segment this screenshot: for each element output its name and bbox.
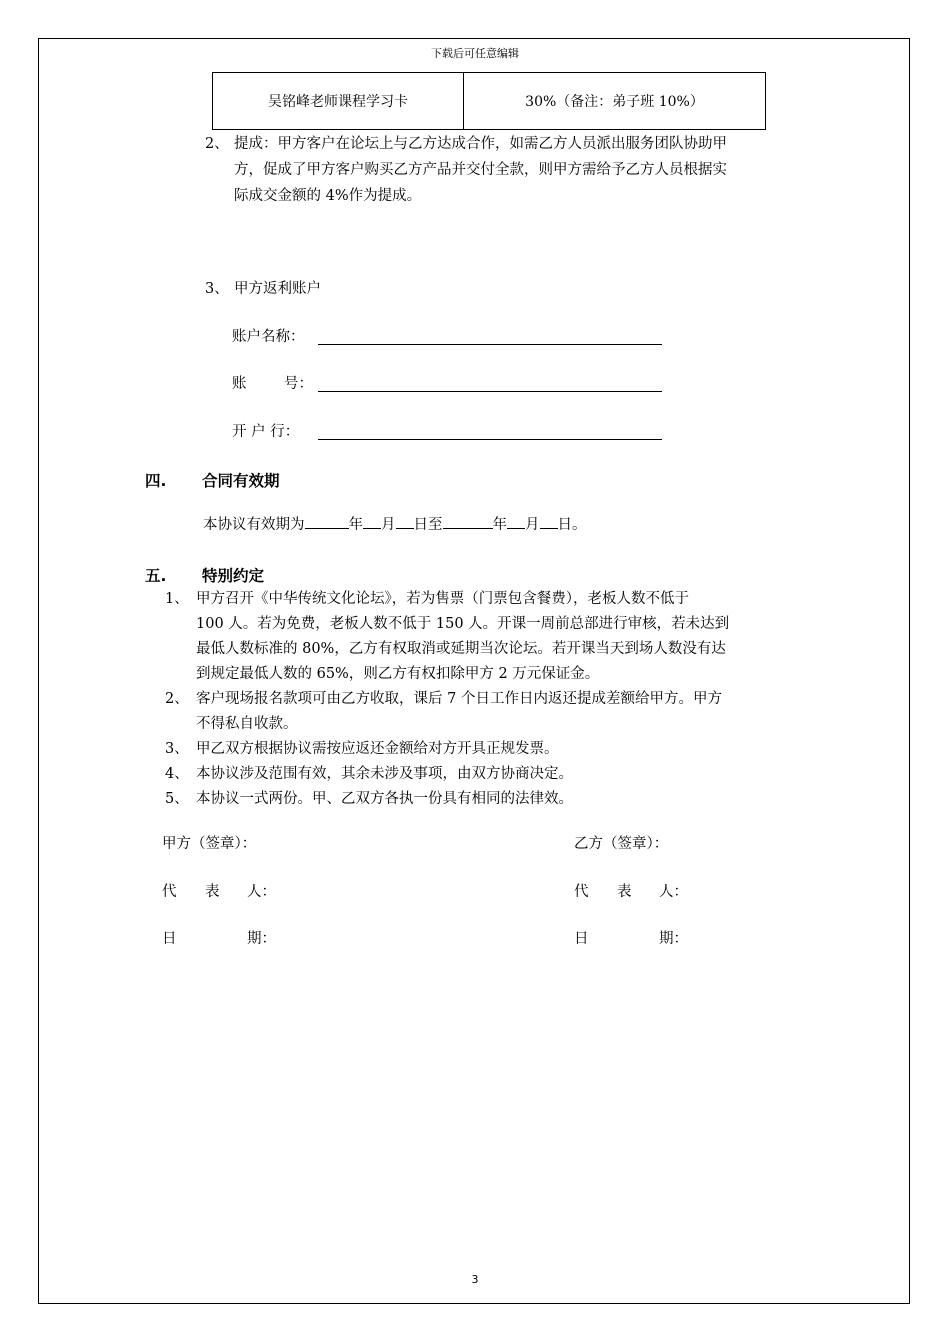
- clause1-line-2: 100 人。若为免费，老板人数不低于 150 人。开课一周前总部进行审核，若未达到: [196, 616, 730, 632]
- account-name-label: 账户名称：: [232, 329, 305, 345]
- table-row: [213, 73, 766, 130]
- party-b-date-2: 期：: [659, 931, 688, 947]
- clause1-line-1: 甲方召开《中华传统文化论坛》，若为售票（门票包含餐费），老板人数不低于: [196, 591, 689, 607]
- validity-day-to: 日至: [413, 517, 443, 533]
- clause5-line-1: 本协议一式两份。甲、乙双方各执一份具有相同的法律效。: [196, 791, 573, 807]
- clause4-number: 4、: [165, 766, 189, 782]
- clause3-number: 3、: [165, 741, 189, 757]
- start-month-blank[interactable]: [363, 514, 381, 529]
- account-name-line[interactable]: [318, 344, 662, 345]
- clause4-line-1: 本协议涉及范围有效，其余未涉及事项，由双方协商决定。: [196, 766, 573, 782]
- item2-line-3: 际成交金额的 4%作为提成。: [234, 188, 422, 204]
- account-number-label-b: 号：: [284, 376, 313, 392]
- end-year-blank[interactable]: [443, 514, 493, 529]
- validity-prefix: 本协议有效期为: [203, 517, 305, 533]
- start-year-blank[interactable]: [305, 514, 349, 529]
- party-b-date-1: 日: [574, 931, 589, 947]
- clause3-line-1: 甲乙双方根据协议需按应返还金额给对方开具正规发票。: [196, 741, 559, 757]
- page-number: 3: [471, 1273, 479, 1286]
- party-b-rep-3: 人：: [659, 884, 688, 900]
- section4-title: 合同有效期: [202, 472, 280, 490]
- party-a-date-1: 日: [162, 931, 177, 947]
- item3-title: 甲方返利账户: [234, 281, 321, 297]
- validity-day-end: 日。: [557, 517, 587, 533]
- end-day-blank[interactable]: [540, 514, 558, 529]
- clause5-number: 5、: [165, 791, 189, 807]
- table-cell-product: 吴铭峰老师课程学习卡: [213, 73, 464, 130]
- item3-number: 3、: [205, 281, 229, 297]
- account-number-label-a: 账: [232, 376, 247, 392]
- account-number-line[interactable]: [318, 391, 662, 392]
- party-a-rep-2: 表: [205, 884, 220, 900]
- validity-month-1: 月: [381, 517, 396, 533]
- item2-line-1: 提成：甲方客户在论坛上与乙方达成合作，如需乙方人员派出服务团队协助甲: [234, 136, 727, 152]
- commission-table: [212, 72, 766, 130]
- validity-period: [203, 512, 587, 538]
- party-a-date-2: 期：: [247, 931, 276, 947]
- start-day-blank[interactable]: [396, 514, 414, 529]
- validity-month-2: 月: [525, 517, 540, 533]
- item2-line-2: 方，促成了甲方客户购买乙方产品并交付全款，则甲方需给予乙方人员根据实: [234, 162, 727, 178]
- bank-label: 开 户 行：: [232, 424, 300, 440]
- validity-year-1: 年: [348, 517, 363, 533]
- party-a-rep-3: 人：: [247, 884, 276, 900]
- section5-number: 五.: [145, 567, 167, 585]
- clause1-number: 1、: [165, 591, 189, 607]
- bank-line[interactable]: [318, 439, 662, 440]
- clause2-line-2: 不得私自收款。: [196, 716, 298, 732]
- party-b-rep-1: 代: [574, 884, 589, 900]
- clause1-line-4: 到规定最低人数的 65%，则乙方有权扣除甲方 2 万元保证金。: [196, 666, 600, 682]
- clause1-line-3: 最低人数标准的 80%，乙方有权取消或延期当次论坛。若开课当天到场人数没有达: [196, 641, 726, 657]
- clause2-line-1: 客户现场报名款项可由乙方收取，课后 7 个日工作日内返还提成差额给甲方。甲方: [196, 691, 722, 707]
- table-cell-rate: 30%（备注：弟子班 10%）: [464, 73, 766, 130]
- validity-year-2: 年: [492, 517, 507, 533]
- clause2-number: 2、: [165, 691, 189, 707]
- party-a-rep-1: 代: [162, 884, 177, 900]
- party-a-seal: 甲方（签章）：: [162, 836, 257, 852]
- end-month-blank[interactable]: [507, 514, 525, 529]
- section4-number: 四.: [145, 472, 167, 490]
- section5-title: 特别约定: [202, 567, 265, 585]
- party-b-seal: 乙方（签章）：: [574, 836, 669, 852]
- party-b-rep-2: 表: [617, 884, 632, 900]
- item2-number: 2、: [205, 136, 229, 152]
- header-note: 下载后可任意编辑: [431, 47, 519, 60]
